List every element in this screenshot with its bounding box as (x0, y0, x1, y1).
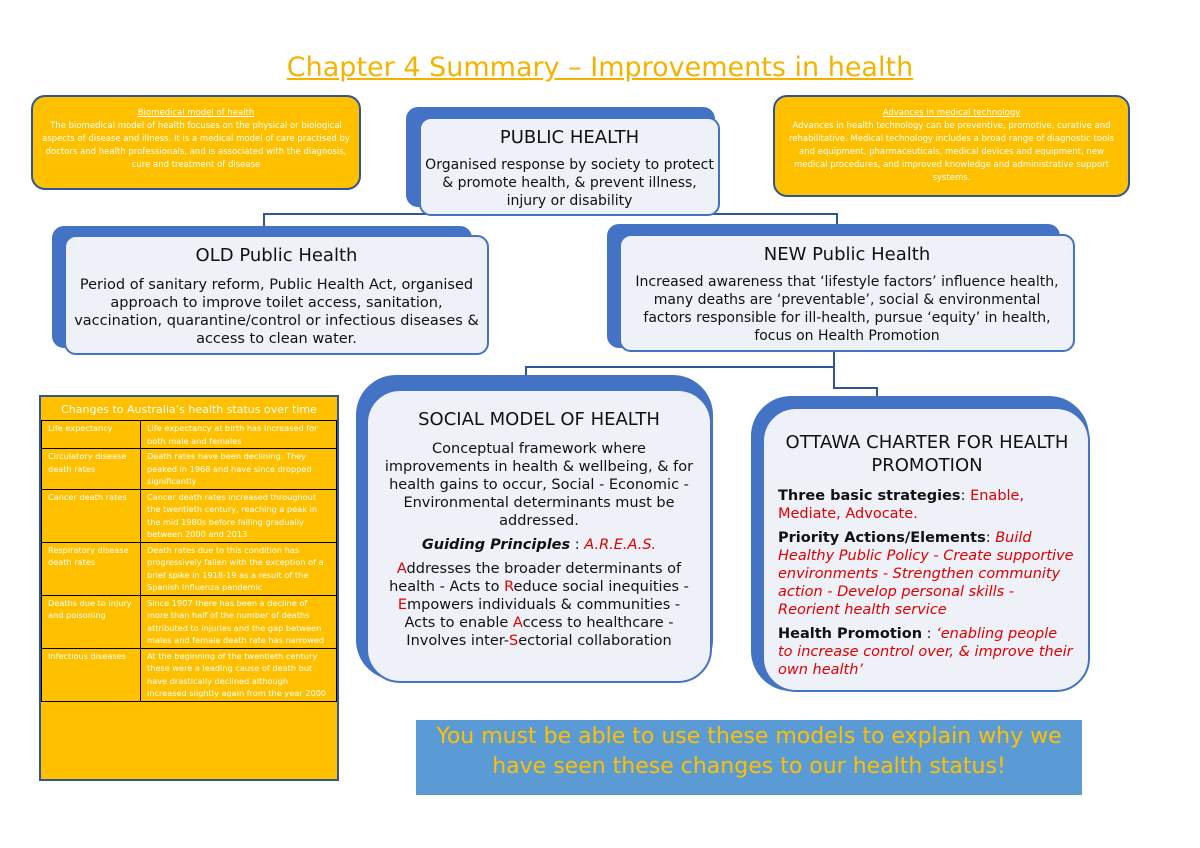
medical-technology-box (773, 95, 1130, 197)
ottawa-charter-heading: OTTAWA CHARTER FOR HEALTH PROMOTION (785, 432, 1069, 476)
social-model-card (366, 389, 712, 683)
areas-text-2: educe social inequities - (513, 579, 689, 595)
row-text: Life expectancy at birth has increased for both male and females (141, 421, 337, 449)
connector-to-ottawa-h (833, 387, 878, 389)
strategies-label: Three basic strategies (778, 488, 961, 504)
table-row (42, 421, 337, 449)
strategies-colon: : (960, 488, 971, 504)
areas-letter-s: S (509, 633, 519, 649)
guiding-principles-sep: : (570, 537, 585, 553)
row-label: Circulatory disease death rates (42, 449, 141, 490)
priority-value: Build Healthy Public Policy - Create supportive environments - Strengthen community action - Develop personal skills - Reorient health service (778, 530, 1074, 618)
row-text: Cancer death rates increased throughout the twentieth century, reaching a peak in the mid 1980s before falling gradually between 2000 and 2013 (141, 489, 337, 542)
health-status-table-heading: Changes to Australia’s health status over time (61, 403, 317, 416)
new-public-health-card (619, 234, 1075, 352)
social-model-heading: SOCIAL MODEL OF HEALTH (418, 409, 660, 430)
row-label: Cancer death rates (42, 489, 141, 542)
table-row (42, 648, 337, 701)
public-health-heading: PUBLIC HEALTH (499, 127, 640, 148)
ottawa-priority-actions (778, 529, 1076, 619)
new-public-health-text: Increased awareness that ‘lifestyle factors’ influence health, many deaths are ‘preventable’, social & environmental factors responsible for ill-health, pursue ‘equity’ in health, focus on Health Promotion (635, 274, 1059, 344)
old-public-health-card (64, 235, 489, 355)
connector-mid-horizontal (525, 366, 835, 368)
guiding-principles-label: Guiding Principles (421, 537, 571, 553)
table-row (42, 542, 337, 595)
areas-letter-r: R (504, 579, 514, 595)
health-promotion-label: Health Promotion (778, 626, 923, 642)
priority-colon: : (985, 530, 996, 546)
page-title: Chapter 4 Summary – Improvements in health (286, 52, 914, 83)
row-text: Death rates due to this condition has progressively fallen with the exception of a brief spike in 1918-19 as a result of the Spanish Influenza pandemic (141, 542, 337, 595)
table-row (42, 449, 337, 490)
table-row (42, 489, 337, 542)
biomedical-text: The biomedical model of health focuses on the physical or biological aspects of disease and illness. It is a medical model of care practised by doctors and health professionals, and is associated with the diagnosis, cure and treatment of disease (42, 121, 350, 170)
row-text: Since 1907 there has been a decline of more than half of the number of deaths attributed to injuries and the gap between males and female death rate has narrowed (141, 595, 337, 648)
priority-label: Priority Actions/Elements (778, 530, 986, 546)
areas-text-1: ddresses the broader determinants of health - Acts to (389, 561, 682, 595)
strategies-value: Enable, Mediate, Advocate. (778, 488, 1025, 522)
row-label: Deaths due to injury and poisoning (42, 595, 141, 648)
areas-letter-e: E (397, 597, 408, 613)
areas-text-3: mpowers individuals & communities - Acts to enable (404, 597, 681, 631)
ottawa-strategies (778, 487, 1076, 523)
medical-technology-text: Advances in health technology can be preventive, promotive, curative and rehabilitative. Medical technology includes a broad range of diagnostic tools and equipment, pharmaceuticals, medical devices and equipment, new medical procedures, and improved knowledge and administrative support systems. (788, 121, 1114, 183)
areas-letter-a2: A (512, 615, 523, 631)
row-text: At the beginning of the twentieth century these were a leading cause of death but have drastically declined although increased slightly again from the year 2000 (141, 648, 337, 701)
old-public-health-heading: OLD Public Health (195, 245, 358, 266)
health-status-rows (41, 420, 337, 702)
health-promotion-colon: : (922, 626, 937, 642)
old-public-health-text: Period of sanitary reform, Public Health Act, organised approach to improve toilet access, sanitation, vaccination, quarantine/control or infectious diseases & access to clean water. (74, 277, 479, 347)
social-model-principles (382, 536, 696, 554)
row-label: Infectious diseases (42, 648, 141, 701)
areas-text-4: ccess to healthcare - Involves inter- (406, 615, 674, 649)
medical-technology-heading: Advances in medical technology (882, 108, 1021, 118)
row-text: Death rates have been declining. They peaked in 1968 and have since dropped significantly (141, 449, 337, 490)
guiding-principles-value: A.R.E.A.S. (584, 537, 657, 553)
table-row (42, 595, 337, 648)
ottawa-health-promotion (778, 625, 1076, 679)
biomedical-model-box (31, 95, 361, 190)
areas-text-5: ectorial collaboration (518, 633, 672, 649)
health-promotion-value: ‘enabling people to increase control over, & improve their own health’ (778, 626, 1073, 678)
areas-principles-text (382, 560, 696, 650)
biomedical-heading: Biomedical model of health (137, 108, 255, 118)
public-health-text: Organised response by society to protect & promote health, & prevent illness, injury or disability (425, 157, 714, 209)
models-reminder-banner: You must be able to use these models to explain why we have seen these changes to our health status! (416, 720, 1082, 795)
connector-from-new (833, 352, 835, 388)
social-model-intro: Conceptual framework where improvements in health & wellbeing, & for health gains to occur, Social - Economic - Environmental determinants must be addressed. (384, 441, 694, 529)
new-public-health-heading: NEW Public Health (763, 244, 931, 265)
ottawa-charter-card (762, 407, 1090, 692)
public-health-card (419, 117, 720, 216)
health-status-table (39, 395, 339, 781)
row-label: Respiratory disease death rates (42, 542, 141, 595)
row-label: Life expectancy (42, 421, 141, 449)
areas-letter-a1: A (396, 561, 407, 577)
